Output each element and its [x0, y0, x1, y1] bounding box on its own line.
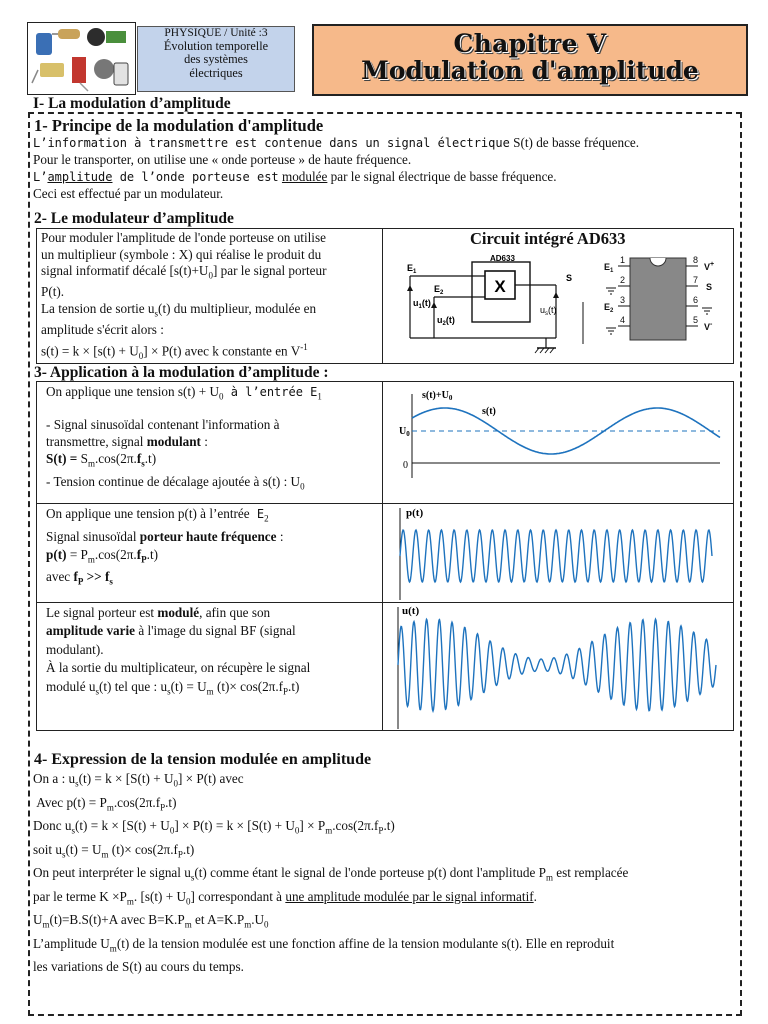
subsection-2-title: 2- Le modulateur d’amplitude: [34, 210, 234, 227]
svg-text:8: 8: [693, 255, 699, 265]
carrier-curve: [400, 530, 712, 582]
unit-line-1: PHYSIQUE / Unité :3: [164, 27, 268, 39]
multiplier-symbol: X: [494, 277, 506, 296]
unit-line-2: Évolution temporelle: [163, 39, 269, 54]
svg-text:s(t): s(t): [482, 406, 496, 417]
row-3-text: Le signal porteur est modulé, afin que son amplitude varie à l'image du signal BF (signal modulant). À la sortie du multiplicateur, on récupère le signal modulé $u_s(t)$ tel que : $u_s(t) = U_m$ $(t)\times \cos(2\pi.f_P.t)$: [46, 605, 311, 697]
input-label-p: $u_2(t)$: [437, 315, 455, 327]
modulated-curve: [398, 619, 716, 711]
graph-modulated-signal: [386, 603, 732, 730]
subsection-3-title: 3- Application à la modulation d’amplitude :: [34, 364, 329, 381]
ad633-pinout: [598, 252, 728, 352]
svg-text:1: 1: [620, 255, 626, 265]
svg-text:E2: $E_2$: [434, 284, 444, 296]
svg-text:2: 2: [620, 275, 626, 285]
svg-text:V+: V+: [704, 261, 715, 272]
chapter-title: Modulation d'amplitude: [361, 56, 699, 85]
chapter-banner: [312, 24, 748, 96]
svg-text:U0: $U_0$: [399, 426, 410, 438]
row-2-text: On applique une tension p(t) à l’entrée $E_2$ Signal sinusoïdal porteur haute fréquence : $p(t) = P_m.\cos(2\pi.f_P.t)$ avec $f_P >> f_s$: [46, 506, 284, 587]
svg-text:E1: $E_1$: [604, 262, 614, 274]
svg-text:5: 5: [693, 315, 699, 325]
unit-line-4: électriques: [189, 65, 243, 80]
modulator-description: Pour moduler l'amplitude de l'onde porteuse on utilise un multiplieur (symbole : X) qui réalise le produit du signal informatif décalé $[s(t)+U_0]$ par le signal porteur P(t). La tension de sortie $u_s(t)$ du multiplieur, modulée en amplitude s'écrit alors : $s(t) = k \times [s(t) + U_0] \times P(t)$ avec k constante en $V^{-1}$: [41, 230, 327, 361]
section-1-title: I- La modulation d’amplitude: [33, 95, 231, 112]
unit-line-3: des systèmes: [184, 52, 248, 67]
graph-carrier-signal: [386, 504, 732, 602]
svg-text:u(t): u(t): [402, 605, 420, 617]
svg-text:S: S: [706, 282, 713, 292]
svg-text:E1: $E_1$: [407, 263, 417, 275]
unit-label: [137, 26, 295, 92]
svg-text:7: 7: [693, 275, 699, 285]
paragraph-4: Ceci est effectué par un modulateur.: [33, 186, 224, 201]
circuit-title: Circuit intégré AD633: [470, 229, 626, 248]
chip-label: AD633: [490, 254, 515, 263]
logo-image: [27, 22, 136, 95]
subsection-4-title: 4- Expression de la tension modulée en amplitude: [34, 751, 372, 768]
subsection-1-title: 1- Principe de la modulation d'amplitude: [34, 116, 324, 135]
svg-text:6: 6: [693, 295, 699, 305]
expression-body: On a : $u_s(t) = k \times [S(t) + U_0] \times P(t)$ avec Avec $p(t) = P_m.\cos(2\pi.f_P.t)$ Donc $u_s(t) = k \times [S(t) + U_0] \times P(t) = k \times [S(t) + U_0] \times P_m.\cos(2\pi.f_P.t)$ soit $u_s(t) = U_m$ $(t)\times \cos(2\pi.f_P.t)$ On peut interpréter le signal $u_s(t)$ comme étant le signal de l'onde porteuse p(t) dont l'amplitude $P_m$ est remplacée par le terme $K \times P_m$. $[s(t) + U_0]$ correspondant à une amplitude modulée par le signal informatif. $U_m(t)=B.S(t)+A$ avec $B=K.P_m$ et $A=K.P_m.U_0$ L’amplitude $U_m(t)$ de la tension modulée est une fonction affine de la tension modulante s(t). Elle en reproduit les variations de S(t) au cours du temps.: [33, 771, 629, 975]
svg-text:E2: $E_2$: [604, 302, 614, 314]
svg-text:0: 0: [403, 460, 408, 471]
paragraph-2: Pour le transporter, on utilise une « onde porteuse » de haute fréquence.: [33, 152, 412, 167]
output-label-us: $u_s(t)$: [540, 305, 557, 317]
svg-text:3: 3: [620, 295, 626, 305]
graph-modulating-signal: [386, 384, 732, 484]
svg-text:p(t): p(t): [406, 507, 424, 519]
chapter-number: Chapitre V: [453, 29, 607, 58]
row-1-text: On applique une tension $s(t) + U_0$ à l’entrée $E_1$ - Signal sinusoïdal contenant l'information à transmettre, signal modulant : $S(t) = S_m.\cos(2\pi.f_s.t)$ - Tension continue de décalage ajoutée à s(t) : $U_0$: [46, 384, 322, 492]
svg-text:s(t)+U0: $s(t)+U_0$: [422, 390, 453, 402]
paragraph-1: L’information à transmettre est contenue dans un signal électrique S(t) de basse fréquence.: [33, 135, 640, 150]
paragraph-3: L’amplitude de l’onde porteuse est modulée par le signal électrique de basse fréquence.: [33, 169, 557, 184]
svg-text:V-: V-: [704, 321, 713, 332]
svg-text:S: S: [566, 273, 573, 283]
svg-text:4: 4: [620, 315, 626, 325]
input-label-s: $u_1(t)$: [413, 298, 431, 310]
electronic-components-icon: [32, 28, 128, 91]
multiplier-schematic: [396, 252, 588, 362]
